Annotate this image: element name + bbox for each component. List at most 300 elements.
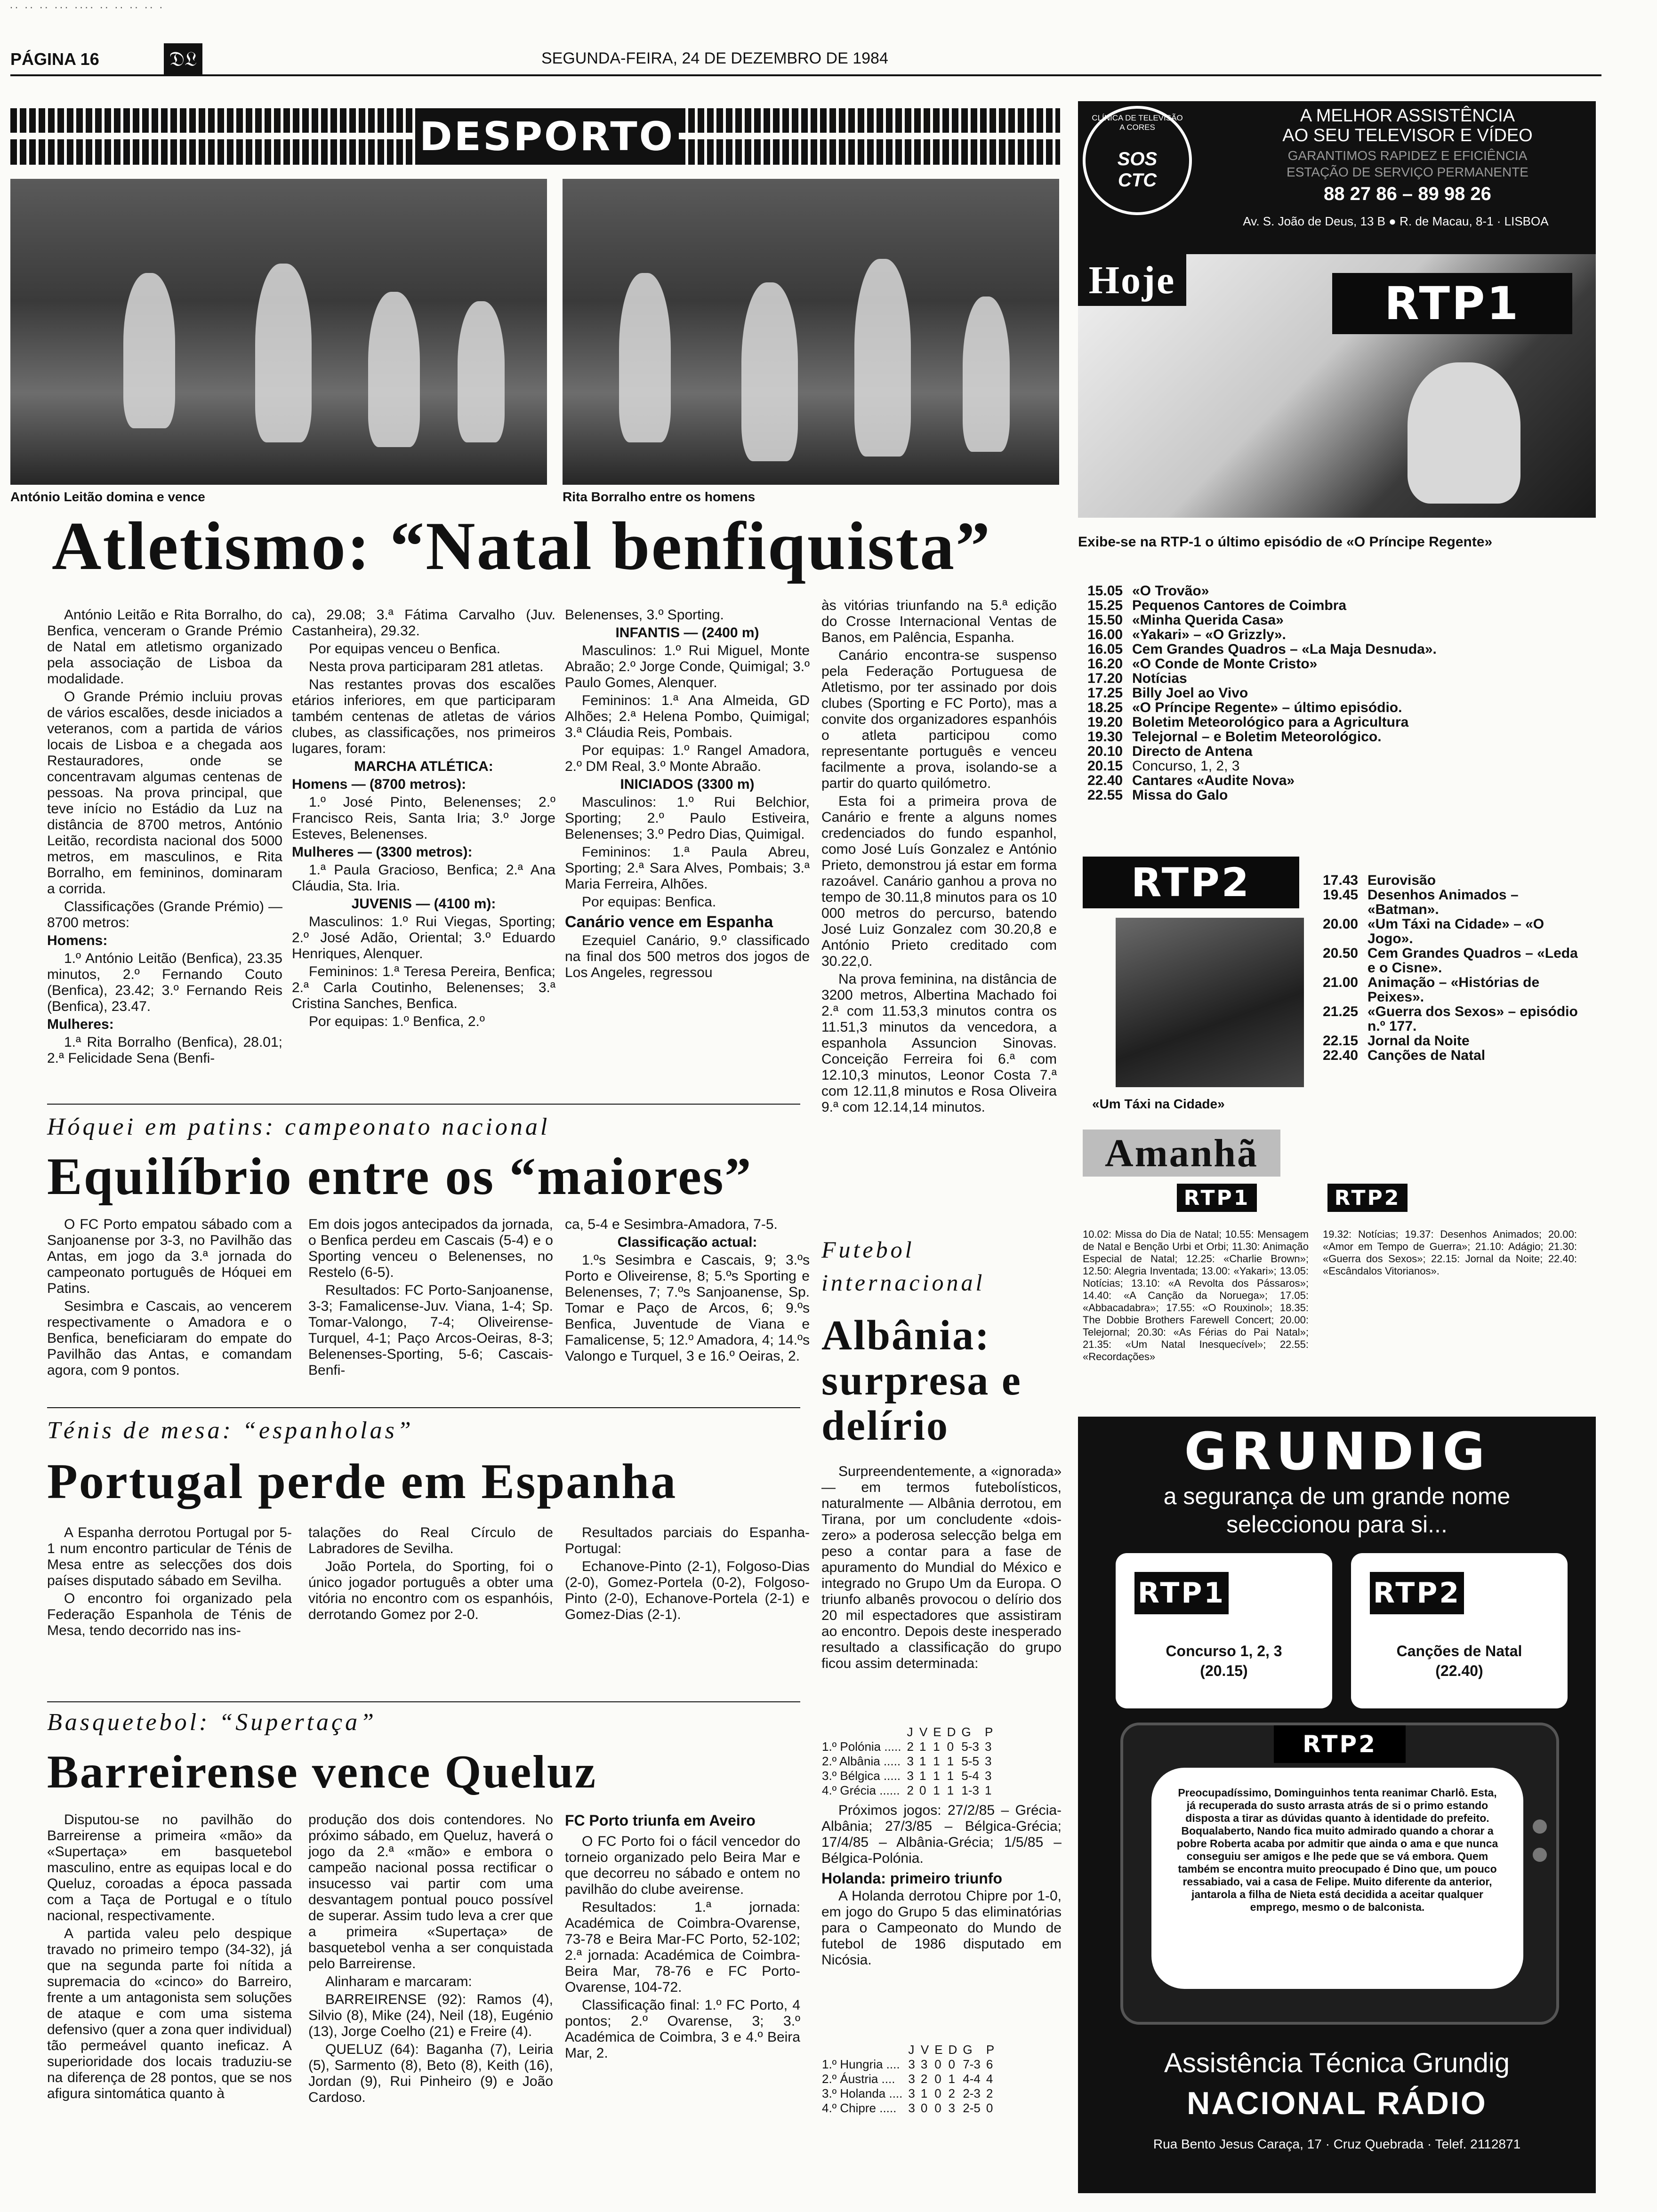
masthead-logo (164, 43, 202, 74)
table-cell: 5-3 (961, 1739, 979, 1754)
grundig-pick-1-title: Concurso 1, 2, 3 (1166, 1643, 1282, 1659)
ad-sos-line1: A MELHOR ASSISTÊNCIA (1300, 106, 1515, 126)
schedule-item (1323, 873, 1586, 888)
table-cell: 3 (908, 2057, 915, 2071)
table-row (819, 1783, 996, 1798)
runner-figure (123, 273, 175, 428)
grundig-pick-2-logo-text: RTP2 (1373, 1577, 1461, 1610)
schedule-time: 17.20 (1087, 671, 1123, 686)
table-cell: G (961, 1725, 971, 1739)
table-cell: J (907, 1725, 913, 1739)
paragraph: Na prova feminina, na distância de 3200 metros, Albertina Machado foi 2.ª com 11.53,3 minutos contra os 11.51,3 minutos da vencedora, a espanhola Assuncion Sinovas. Conceição Ferreira foi 6.ª com 12.10,3 minutos, Leonor Costa 7.ª com 12.11,8 minutos e Rosa Oliveira 9.ª com 12.14,14 minutos. (821, 971, 1057, 1115)
runner-figure (741, 282, 798, 461)
table-cell: 4-4 (963, 2072, 981, 2086)
schedule-time: 18.25 (1087, 700, 1123, 715)
tomorrow-label: Amanhã (1104, 1131, 1259, 1175)
rtp2-schedule (1323, 873, 1586, 1063)
ad-sos-line2: AO SEU TELEVISOR E VÍDEO (1282, 126, 1533, 145)
schedule-time: 20.50 (1323, 946, 1359, 961)
table-row (819, 2072, 997, 2086)
grundig-tv-logo-text: RTP2 (1303, 1731, 1377, 1758)
grundig-footer-1: Assistência Técnica Grundig (1164, 2048, 1510, 2078)
tomorrow-rtp2-logo-text: RTP2 (1334, 1186, 1401, 1210)
table-cell: 2 (907, 1783, 914, 1797)
subhead: Canário vence em Espanha (565, 913, 773, 931)
grundig-tagline-2: seleccionou para si... (1226, 1511, 1448, 1538)
schedule-time: 15.05 (1087, 583, 1123, 599)
tomorrow-rtp1-logo (1177, 1184, 1257, 1212)
schedule-item (1323, 888, 1586, 917)
paragraph: ca), 29.08; 3.ª Fátima Carvalho (Juv. Castanheira), 29.32. (292, 607, 555, 639)
schedule-program: Missa do Galo (1132, 787, 1228, 803)
athletics-col-1 (47, 607, 282, 1068)
table-cell: 5-4 (961, 1769, 979, 1783)
table-row (819, 2101, 997, 2116)
table-cell: 2-3 (963, 2086, 981, 2100)
table-cell (819, 1725, 904, 1739)
athletics-headline: Atletismo: “Natal benfiquista” (52, 508, 992, 584)
subhead: Homens: (47, 933, 108, 948)
scan-noise: ·· ·· ·· ··· ···· ·· ·· ·· ·· · (9, 1, 164, 14)
grundig-pick-1-time: (20.15) (1200, 1662, 1248, 1679)
tomorrow-rtp2-logo (1327, 1184, 1408, 1212)
schedule-program: Canções de Natal (1367, 1048, 1486, 1063)
table-row (819, 2086, 997, 2101)
schedule-program: Telejornal – e Boletim Meteorológico. (1132, 729, 1382, 745)
paragraph: Masculinos: 1.º Rui Belchior, Sporting; 2.º Paulo Estiveira, Belenenses; 3.º Pedro Dias, Quimigal. (565, 794, 810, 842)
table-cell: 3.º Bélgica ..... (822, 1769, 901, 1783)
paragraph: A Holanda derrotou Chipre por 1-0, em jogo do Grupo 5 das eliminatórias para o Campeonato do Mundo de futebol de 1986 disputado em Nicósia. (821, 1888, 1062, 1968)
paragraph: Femininos: 1.ª Ana Almeida, GD Alhões; 2.ª Helena Pombo, Quimigal; 3.ª Cláudia Reis, Pombais. (565, 693, 810, 740)
ad-grundig (1078, 1417, 1596, 2193)
paragraph: Próximos jogos: 27/2/85 – Grécia-Albânia; 27/3/85 – Bélgica-Grécia; 17/4/85 – Albânia-Grécia; 1/5/85 – Bélgica-Polónia. (821, 1803, 1062, 1866)
schedule-item (1087, 729, 1596, 744)
schedule-program: «O Trovão» (1132, 583, 1209, 599)
grundig-pick-1 (1116, 1553, 1332, 1708)
table-cell: 1 (933, 1754, 940, 1768)
section-title-box (415, 108, 679, 165)
tennis-headline: Portugal perde em Espanha (47, 1454, 677, 1509)
schedule-time: 22.40 (1087, 773, 1123, 788)
schedule-item (1087, 657, 1596, 671)
tomorrow-box (1083, 1130, 1280, 1177)
paragraph: Masculinos: 1.º Rui Viegas, Sporting; 2.º José Adão, Oriental; 3.º Eduardo Henriques, Alenquer. (292, 914, 555, 962)
table-cell: 3 (908, 2072, 915, 2086)
schedule-program: Cem Grandes Quadros – «Leda e o Cisne». (1367, 946, 1578, 976)
paragraph: Echanove-Pinto (2-1), Folgoso-Dias (2-0), Gomez-Portela (0-2), Folgoso-Pinto (2-0), Echanove-Portela (2-1) e Gomez-Dias (2-1). (565, 1559, 810, 1622)
schedule-time: 22.40 (1323, 1048, 1359, 1063)
paragraph: A Espanha derrotou Portugal por 5-1 num encontro particular de Ténis de Mesa entre as selecções dos dois países disputado sábado em Sevilha. (47, 1525, 292, 1588)
table-cell: 4.º Chipre ..... (822, 2101, 897, 2115)
table-cell: 1 (919, 1754, 926, 1768)
table-cell: 3 (985, 1754, 992, 1768)
grundig-footer-2: NACIONAL RÁDIO (1187, 2085, 1487, 2121)
rtp1-logo (1332, 273, 1572, 334)
table-row (819, 1769, 996, 1783)
separator-rule (47, 1701, 800, 1702)
table-cell: V (920, 2043, 929, 2057)
table-cell: 1 (919, 1739, 926, 1754)
subhead: MARCHA ATLÉTICA: (354, 759, 493, 774)
schedule-program: Eurovisão (1367, 873, 1436, 888)
schedule-item (1087, 773, 1596, 788)
grundig-tv-set (1120, 1723, 1559, 2025)
subhead: Homens — (8700 metros): (292, 777, 467, 792)
paragraph: Femininos: 1.ª Paula Abreu, Sporting; 2.ª Sara Alves, Pombais; 3.ª Maria Ferreira, Alhões. (565, 844, 810, 892)
tv-today-photo (1078, 254, 1596, 518)
table-header (819, 2043, 997, 2057)
table-cell: 3 (985, 1769, 992, 1783)
schedule-program: Concurso, 1, 2, 3 (1132, 758, 1240, 774)
tennis-col-3 (565, 1525, 810, 1625)
paragraph: Resultados parciais do Espanha-Portugal: (565, 1525, 810, 1556)
grundig-brand: GRUNDIG (1184, 1421, 1490, 1482)
separator-rule (47, 1104, 800, 1105)
paragraph: O FC Porto foi o fácil vencedor do torneio organizado pelo Beira Mar e que decorreu no sábado e ontem no pavilhão do clube aveirense. (565, 1834, 800, 1897)
tv-today-figure (1408, 362, 1520, 504)
athletics-col-4 (821, 598, 1057, 1117)
paragraph: António Leitão e Rita Borralho, do Benfica, venceram o Grande Prémio de Natal em atletismo organizado pela associação de Lisboa da modalidade. (47, 607, 282, 687)
table-cell: 0 (934, 2086, 941, 2100)
tv-today-label: Hoje (1088, 258, 1176, 302)
schedule-program: «O Príncipe Regente» – último episódio. (1132, 700, 1402, 715)
grundig-pick-2 (1351, 1553, 1568, 1708)
subhead: INICIADOS (3300 m) (620, 777, 755, 792)
basket-col-2 (308, 1812, 553, 2108)
grundig-pick-2-title: Canções de Natal (1396, 1643, 1522, 1659)
schedule-time: 15.50 (1087, 612, 1123, 628)
table-row (819, 1754, 996, 1769)
table-cell: 0 (947, 1739, 954, 1754)
paragraph: O FC Porto empatou sábado com a Sanjoanense por 3-3, no Pavilhão das Antas, em jogo da 3.ª jornada do campeonato português de Hóquei em Patins. (47, 1217, 292, 1296)
football-body (821, 1464, 1062, 1674)
hockey-col-2 (308, 1217, 553, 1380)
grundig-tv-text: Preocupadíssimo, Dominguinhos tenta reanimar Charlô. Esta, já recuperada do susto arrasta atrás de si o primo estando disposta a tirar as dúvidas quanto à identidade do prefeito. Boqualaberto, Nando fica muito admirado quando a chorar a pobre Roberta acaba por admitir que ainda o ama e que nunca conseguiu ser amigos e lhe pede que se vá embora. Quem também se encontra muito preocupado é Dino que, um pouco ressabiado, vai a casa de Felipe. Muito diferente da anterior, jantarola a filha de Nieta está decidida a aceitar qualquer emprego, mesmo o de balconista. (1176, 1787, 1498, 1913)
table-cell: 0 (920, 2101, 928, 2115)
subhead: Classificação actual: (617, 1234, 757, 1250)
grundig-pick-1-logo (1134, 1572, 1229, 1614)
grundig-tv-logo (1274, 1725, 1406, 1763)
table-cell: 1.º Polónia ..... (822, 1739, 901, 1754)
hockey-col-3 (565, 1217, 810, 1366)
schedule-program: «Guerra dos Sexos» – episódio n.º 177. (1367, 1004, 1578, 1034)
schedule-program: «Yakari» – «O Grizzly». (1132, 627, 1286, 642)
subhead: Mulheres: (47, 1017, 114, 1032)
rtp2-logo (1083, 857, 1299, 908)
section-banner (10, 108, 1060, 165)
table-row (819, 1739, 996, 1754)
schedule-time: 19.30 (1087, 729, 1123, 745)
schedule-item (1087, 686, 1596, 700)
header-rule (10, 74, 1601, 76)
subhead: JUVENIS — (4100 m): (351, 896, 496, 912)
ad-sos-phone: 88 27 86 – 89 98 26 (1324, 184, 1491, 204)
photo-leitao (10, 179, 547, 485)
rtp1-logo-text: RTP1 (1384, 277, 1520, 330)
rtp2-caption: «Um Táxi na Cidade» (1092, 1097, 1225, 1111)
grundig-pick-2-logo (1370, 1572, 1464, 1614)
paragraph: Por equipas: 1.º Rangel Amadora, 2.º DM Real, 3.º Monte Abraão. (565, 743, 810, 774)
paragraph: Por equipas: Benfica. (582, 894, 716, 910)
paragraph: João Portela, do Sporting, foi o único jogador português a obter uma vitória no encontro com os espanhóis, derrotando Gomez por 2-0. (308, 1559, 553, 1622)
table-cell: 2 (920, 2072, 928, 2086)
paragraph: O Grande Prémio incluiu provas de vários escalões, desde iniciados a veteranos, com a partida de vários locais de Lisboa e a chegada aos Restauradores, onde se concentravam algumas centenas de pessoas. Na prova principal, que teve início no Estádio da Luz na distância de 8700 metros, António Leitão, recordista nacional dos 5000 metros, em masculinos, e Rita Borralho, em femininos, dominaram a corrida. (47, 689, 282, 897)
tomorrow-rtp1-schedule: 10.02: Missa do Dia de Natal; 10.55: Mensagem de Natal e Benção Urbi et Orbi; 11.30: Animação Especial de Natal; 12.25: «Charlie Brown»; 12.50: Alegria Inventada; 13.00: «Yakari»; 13.05: Notícias; 13.10: «A Revolta dos Pássaros»; 14.40: «A Canção da Noruega»; 17.05: «Abbacadabra»; 17.55: «O Rouxinol»; 18.35: The Dobbie Brothers Farewell Concert; 20.00: Telejornal; 20.30: «As Férias do Pai Natal»; 21.35: «Um Natal Inesquecível»; 22.55: «Recordações» (1083, 1228, 1309, 1362)
table-cell: 3 (985, 1739, 992, 1754)
paragraph: Masculinos: 1.º Rui Miguel, Monte Abraão; 2.º Jorge Conde, Quimigal; 3.º Paulo Gomes, Alenquer. (565, 643, 810, 690)
subhead: Mulheres — (3300 metros): (292, 844, 473, 860)
paragraph: Sesimbra e Cascais, ao vencerem respectivamente o Amadora e o Benfica, beneficiaram do empate do Pavilhão das Antas, e comandam agora, com 9 pontos. (47, 1298, 292, 1378)
table-cell: P (986, 2043, 995, 2057)
table-cell: 1 (933, 1769, 940, 1783)
schedule-program: Directo de Antena (1132, 744, 1253, 759)
schedule-item (1087, 759, 1596, 773)
table-cell: 1-3 (961, 1783, 979, 1797)
table-cell: P (985, 1725, 993, 1739)
table-cell: 0 (948, 2057, 955, 2071)
table-cell: 2.º Áustria .... (822, 2072, 895, 2086)
table-cell: V (919, 1725, 928, 1739)
runner-figure (368, 292, 420, 447)
grundig-pick-1-logo-text: RTP1 (1137, 1577, 1226, 1610)
paragraph: Belenenses, 3.º Sporting. (565, 607, 724, 623)
table-header (819, 1725, 996, 1739)
tv-today-caption: Exibe-se na RTP-1 o último episódio de «O Príncipe Regente» (1078, 534, 1493, 550)
photo-borralho-caption: Rita Borralho entre os homens (563, 489, 756, 504)
athletics-col-2 (292, 607, 555, 1032)
table-cell: 3 (908, 2086, 915, 2100)
grundig-tv-screen (1151, 1768, 1523, 1989)
table-cell: 1 (948, 2072, 955, 2086)
schedule-program: Cantares «Audite Nova» (1132, 773, 1295, 788)
paragraph: Ezequiel Canário, 9.º classificado na final dos 500 metros dos jogos de Los Angeles, regressou (565, 933, 810, 980)
tennis-col-2 (308, 1525, 553, 1625)
ad-sos-address: Av. S. João de Deus, 13 B ● R. de Macau, 8-1 · LISBOA (1243, 214, 1549, 228)
schedule-item (1323, 975, 1586, 1004)
schedule-item (1323, 1048, 1586, 1063)
schedule-program: Billy Joel ao Vivo (1132, 685, 1248, 701)
table-cell: 0 (986, 2101, 993, 2115)
tennis-col-1 (47, 1525, 292, 1641)
table-cell: J (908, 2043, 915, 2057)
schedule-item (1323, 917, 1586, 946)
basket-col-3 (565, 1812, 800, 2063)
paragraph: Por equipas: 1.º Benfica, 2.º (309, 1014, 485, 1029)
schedule-time: 15.25 (1087, 598, 1123, 613)
schedule-item (1087, 642, 1596, 657)
table-cell (819, 2043, 905, 2057)
schedule-time: 20.00 (1323, 916, 1359, 932)
runner-figure (458, 301, 505, 442)
table-cell: 1 (947, 1769, 954, 1783)
table-cell: 3 (907, 1754, 914, 1768)
schedule-time: 16.05 (1087, 641, 1123, 657)
schedule-program: Notícias (1132, 671, 1187, 686)
table-cell: 1 (933, 1739, 940, 1754)
section-title: DESPORTO (419, 113, 675, 160)
rtp2-photo (1116, 918, 1304, 1087)
table-cell: 0 (934, 2101, 941, 2115)
tennis-kicker: Ténis de mesa: “espanholas” (47, 1417, 414, 1444)
table-cell: 1 (920, 2086, 928, 2100)
tv-today-box (1078, 254, 1186, 306)
schedule-time: 19.20 (1087, 714, 1123, 730)
subhead: Holanda: primeiro triunfo (821, 1870, 1002, 1887)
football-headline: Albânia: surpresa e delírio (821, 1312, 1022, 1449)
paragraph: QUELUZ (64): Baganha (7), Leiria (5), Sarmento (8), Beto (8), Keith (16), Jordan (9), Rui Pinheiro (9) e João Cardoso. (308, 2042, 553, 2105)
paragraph: Femininos: 1.ª Teresa Pereira, Benfica; 2.ª Carla Coutinho, Belenenses; 3.ª Cristina Sanches, Benfica. (292, 964, 555, 1011)
schedule-program: «Um Táxi na Cidade» – «O Jogo». (1367, 916, 1544, 946)
schedule-item (1087, 671, 1596, 686)
table-cell: 1 (933, 1783, 940, 1797)
paragraph: Alinharam e marcaram: (325, 1974, 472, 1989)
ad-sos-seal (1083, 106, 1192, 215)
table-cell: 2 (907, 1739, 914, 1754)
football-kicker-box (821, 1233, 1057, 1299)
schedule-item (1087, 788, 1596, 802)
paragraph: O encontro foi organizado pela Federação Espanhola de Ténis de Mesa, tendo decorrido nas ins- (47, 1591, 292, 1638)
schedule-program: Jornal da Noite (1367, 1033, 1470, 1049)
subhead: FC Porto triunfa em Aveiro (565, 1812, 756, 1829)
paragraph: produção dos dois contendores. No próximo sábado, em Queluz, haverá o jogo da 2.ª «mão» e embora o campeão nacional possa rectificar o insucesso vai partir com uma desvantagem pontual pouco possível de superar. Assim tudo leva a crer que a primeira «Supertaça» de basquetebol venha a ser conquistada pelo Barreirense. (308, 1812, 553, 1972)
table-cell: 7-3 (963, 2057, 981, 2071)
paragraph: 1.ª Paula Gracioso, Benfica; 2.ª Ana Cláudia, Sta. Iria. (292, 862, 555, 894)
football-standings-1 (819, 1725, 996, 1798)
schedule-time: 22.55 (1087, 787, 1123, 803)
table-cell: 3 (948, 2101, 955, 2115)
table-cell: 2 (986, 2086, 993, 2100)
table-cell: D (948, 2043, 957, 2057)
paragraph: Classificação final: 1.º FC Porto, 4 pontos; 2.º Ovarense, 3; 3.º Académica de Coimbra, 3 e 4.º Beira Mar, 2. (565, 1997, 800, 2061)
paragraph: Esta foi a primeira prova de Canário e frente a alguns nomes credenciados do fundo espanhol, como José Luís Gonzalez e António Prieto, demonstrou já estar em forma razoável. Canário ganhou a prova no tempo de 30.11,8 minutos para os 10 000 metros do percurso, batendo José Luiz Gonzalez com 30.20,8 e António Prieto creditado com 30.22,0. (821, 793, 1057, 969)
table-cell: 0 (934, 2072, 941, 2086)
table-cell: 1 (985, 1783, 992, 1797)
grundig-address: Rua Bento Jesus Caraça, 17 · Cruz Quebrada · Telef. 2112871 (1153, 2137, 1521, 2151)
schedule-item (1323, 946, 1586, 975)
rtp1-schedule (1087, 584, 1596, 802)
paragraph: Classificações (Grande Prémio) — 8700 metros: (47, 899, 282, 930)
table-cell: 4 (986, 2072, 993, 2086)
schedule-time: 21.25 (1323, 1004, 1359, 1019)
table-cell: 3 (908, 2101, 915, 2115)
paragraph: 1.ª Rita Borralho (Benfica), 28.01; 2.ª Felicidade Sena (Benfi- (47, 1034, 282, 1066)
hockey-col-1 (47, 1217, 292, 1380)
schedule-time: 22.15 (1323, 1033, 1359, 1049)
table-cell: 1 (947, 1783, 954, 1797)
paragraph: Resultados: 1.ª jornada: Académica de Coimbra-Ovarense, 73-78 e Beira Mar-FC Porto, 52-102; 2.ª jornada: Académica de Coimbra-Beira Mar, 78-76 e FC Porto-Ovarense, 104-72. (565, 1899, 800, 1995)
schedule-item (1087, 584, 1596, 598)
table-cell: 1 (919, 1769, 926, 1783)
table-cell: D (947, 1725, 956, 1739)
table-cell: 1 (947, 1754, 954, 1768)
table-cell: 3 (907, 1769, 914, 1783)
runner-figure (854, 259, 911, 457)
hockey-headline: Equilíbrio entre os “maiores” (47, 1147, 753, 1206)
schedule-program: «Minha Querida Casa» (1132, 612, 1284, 628)
athletics-col-3 (565, 607, 810, 983)
ad-sos-line4: ESTAÇÃO DE SERVIÇO PERMANENTE (1287, 165, 1528, 179)
subhead: INFANTIS — (2400 m) (615, 625, 759, 641)
schedule-item (1087, 715, 1596, 729)
schedule-item (1087, 700, 1596, 715)
separator-rule (47, 1407, 800, 1408)
masthead-initial: 𝔇𝔏 (169, 47, 197, 71)
football-kicker: Futebol internacional (821, 1236, 985, 1296)
schedule-program: Animação – «Histórias de Peixes». (1367, 975, 1540, 1005)
paragraph: 1.º José Pinto, Belenenses; 2.º Francisco Reis, Santa Iria; 3.º Jorge Esteves, Belenenses. (292, 794, 555, 842)
football-next (821, 1803, 1062, 1970)
paragraph: BARREIRENSE (92): Ramos (4), Silvio (8), Mike (24), Neil (18), Eugénio (13), Jorge Coelho (21) e Freire (4). (308, 1992, 553, 2039)
paragraph: Canário encontra-se suspenso pela Federação Portuguesa de Atletismo, por ter assinado por dois clubes (Sporting e FC Porto), mas a convite dos organizadores espanhóis o atleta participou como representante português e venceu facilmente a prova, isolando-se a partir do quarto quilómetro. (821, 648, 1057, 791)
schedule-item (1087, 627, 1596, 642)
basket-kicker: Basquetebol: “Supertaça” (47, 1709, 377, 1736)
schedule-time: 17.25 (1087, 685, 1123, 701)
ad-sos (1078, 101, 1596, 271)
table-cell: 1.º Hungria .... (822, 2057, 900, 2071)
table-cell: 2.º Albânia ..... (822, 1754, 901, 1768)
tv-control-knob (1533, 1819, 1547, 1834)
schedule-program: Desenhos Animados – «Batman». (1367, 887, 1519, 917)
schedule-time: 21.00 (1323, 975, 1359, 990)
schedule-time: 16.20 (1087, 656, 1123, 672)
tv-control-knob (1533, 1848, 1547, 1862)
paragraph: às vitórias triunfando na 5.ª edição do Crosse Internacional Ventas de Banos, em Palência, Espanha. (821, 598, 1057, 645)
table-cell: 0 (919, 1783, 926, 1797)
paragraph: ca, 5-4 e Sesimbra-Amadora, 7-5. (565, 1217, 778, 1232)
seal-ring-text: CLÍNICA DE TELEVISÃO A CORES (1092, 113, 1183, 132)
table-cell: 6 (986, 2057, 993, 2071)
runner-figure (255, 264, 312, 442)
paragraph: 1.ºs Sesimbra e Cascais, 9; 3.ºs Porto e Oliveirense, 8; 5.ºs Sporting e Belenenses, 7; 7.ºs Sanjoanense, Sp. Tomar e Paço de Arcos, 6; 9.ºs Benfica, Juventude de Viana e Famalicense, 5; 12.º Amadora, 4; 14.ºs Valongo e Turquel, 3 e 16.º Oeiras, 2. (565, 1252, 810, 1364)
basket-headline: Barreirense vence Queluz (47, 1746, 597, 1798)
grundig-pick-2-time: (22.40) (1435, 1662, 1483, 1679)
table-row (819, 2057, 997, 2072)
schedule-program: Cem Grandes Quadros – «La Maja Desnuda». (1132, 641, 1437, 657)
schedule-item (1087, 598, 1596, 613)
schedule-item (1087, 744, 1596, 759)
paragraph: Nesta prova participaram 281 atletas. (309, 659, 544, 674)
schedule-item (1323, 1034, 1586, 1048)
page-number: PÁGINA 16 (10, 49, 99, 69)
schedule-program: «O Conde de Monte Cristo» (1132, 656, 1318, 672)
photo-borralho (563, 179, 1059, 485)
football-standings-2 (819, 2043, 997, 2116)
schedule-time: 20.15 (1087, 758, 1123, 774)
table-cell: E (933, 1725, 941, 1739)
table-cell: G (963, 2043, 973, 2057)
schedule-time: 17.43 (1323, 873, 1359, 888)
table-cell: 2-5 (963, 2101, 981, 2115)
photo-leitao-caption: António Leitão domina e vence (10, 489, 205, 504)
table-cell: 5-5 (961, 1754, 979, 1768)
paragraph: 1.º António Leitão (Benfica), 23.35 minutos, 2.º Fernando Couto (Benfica), 23.42; 3.º Fernando Reis (Benfica), 23.47. (47, 951, 282, 1014)
schedule-program: Boletim Meteorológico para a Agricultura (1132, 714, 1409, 730)
paragraph: Surpreendentemente, a «ignorada» — em termos futebolísticos, naturalmente — Albânia derrotou, em Tirana, por um concludente «dois-zero» a poderosa selecção belga em peso a contar para a fase de apuramento do Mundial do México e integrado no Grupo Um da Europa. O triunfo albanês provocou o delírio dos 20 mil espectadores que assistiram ao encontro. Depois deste inesperado resultado a classificação do grupo ficou assim determinada: (821, 1464, 1062, 1671)
paragraph: A partida valeu pelo despique travado no primeiro tempo (34-32), já que na segunda parte foi nítida a supremacia do «cinco» do Barreiro, frente a um antagonista sem soluções de ataque e com uma sistema defensivo (quer a zona quer individual) tão permeável quanto ineficaz. A superioridade dos locais traduziu-se na diferença de 28 pontos, que se nos afigura sintomática quanto à (47, 1926, 292, 2101)
table-cell: 3 (920, 2057, 928, 2071)
table-cell: 3.º Holanda .... (822, 2086, 903, 2100)
tomorrow-rtp1-logo-text: RTP1 (1183, 1186, 1250, 1210)
schedule-program: Pequenos Cantores de Coimbra (1132, 598, 1347, 613)
paragraph: Disputou-se no pavilhão do Barreirense a primeira «mão» da «Supertaça» em basquetebol masculino, entre as equipas local e do Queluz, coroadas a época passada com a Taça de Portugal e o título nacional, respectivamente. (47, 1812, 292, 1923)
paragraph: Em dois jogos antecipados da jornada, o Benfica perdeu em Cascais (5-4) e o Sporting venceu o Belenenses, no Restelo (6-5). (308, 1217, 553, 1280)
runner-figure (963, 297, 1010, 452)
schedule-time: 20.10 (1087, 744, 1123, 759)
tomorrow-rtp2-schedule: 19.32: Notícias; 19.37: Desenhos Animados; 20.00: «Amor em Tempo de Guerra»; 21.10: Adágio; 21.30: «Guerra dos Sexos»; 22.15: Jornal da Noite; 22.40: «Escândalos Vitorianos». (1323, 1228, 1577, 1277)
page-date: SEGUNDA-FEIRA, 24 DE DEZEMBRO DE 1984 (541, 49, 888, 67)
schedule-item (1087, 613, 1596, 627)
table-cell: 0 (934, 2057, 941, 2071)
